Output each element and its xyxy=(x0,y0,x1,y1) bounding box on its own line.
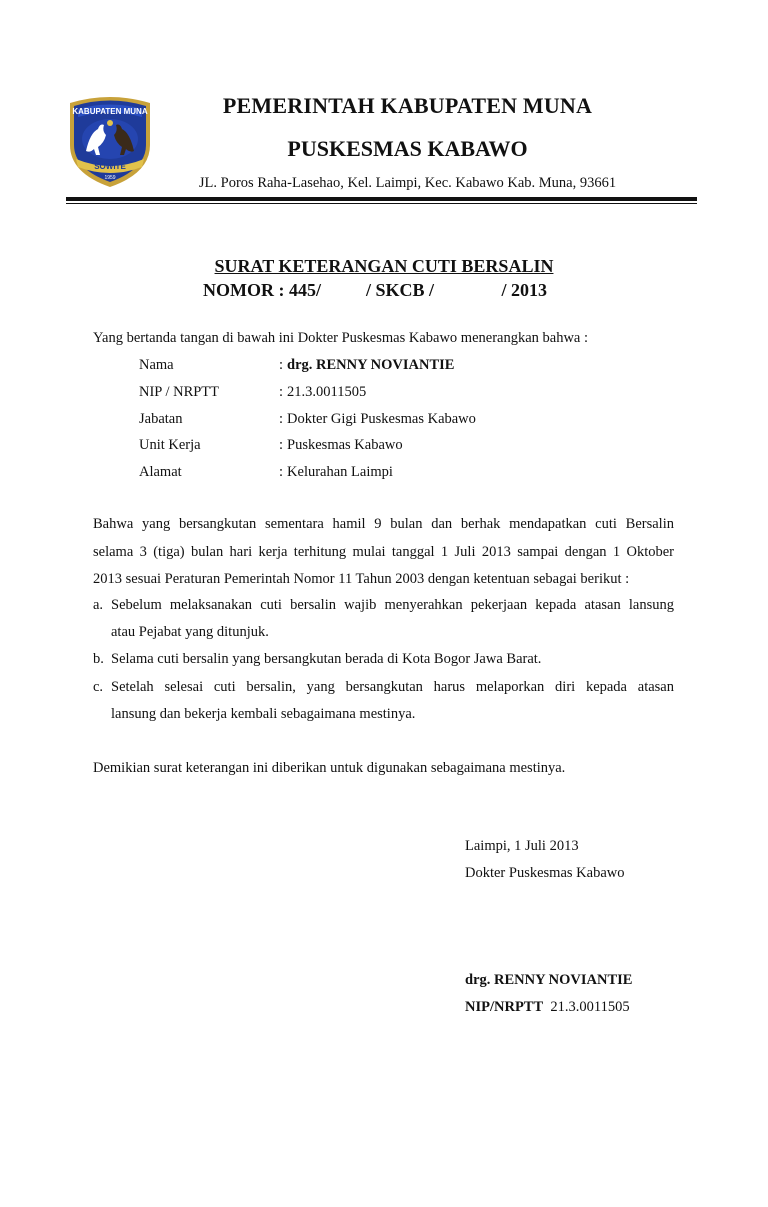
svg-text:KABUPATEN MUNA: KABUPATEN MUNA xyxy=(72,107,148,116)
field-value-nama: : drg. RENNY NOVIANTIE xyxy=(279,357,455,373)
list-item xyxy=(0,651,768,671)
list-item-text: Setelah selesai cuti bersalin, yang bersangkutan harus melaporkan diri kepada atasan xyxy=(111,679,674,695)
government-heading: PEMERINTAH KABUPATEN MUNA xyxy=(222,93,593,118)
header-divider-thin xyxy=(66,203,697,204)
intro-text: Yang bertanda tangan di bawah ini Dokter Puskesmas Kabawo menerangkan bahwa : xyxy=(93,330,589,346)
svg-text:1959: 1959 xyxy=(104,175,116,181)
closing-text: Demikian surat keterangan ini diberikan untuk digunakan sebagaimana mestinya. xyxy=(93,760,566,776)
field-label-unit-kerja: Unit Kerja xyxy=(139,437,201,453)
signatory-name: drg. RENNY NOVIANTIE xyxy=(465,972,633,988)
list-item-continuation xyxy=(0,624,768,644)
header-divider-thick xyxy=(66,197,697,201)
signature-position: Dokter Puskesmas Kabawo xyxy=(465,865,625,881)
list-item-text: lansung dan bekerja kembali sebagaimana mestinya. xyxy=(111,706,416,722)
field-label-jabatan: Jabatan xyxy=(139,411,183,427)
list-item-text: Selama cuti bersalin yang bersangkutan berada di Kota Bogor Jawa Barat. xyxy=(111,651,542,667)
list-item-text: atau Pejabat yang ditunjuk. xyxy=(111,624,269,640)
list-item xyxy=(0,597,768,617)
field-value-alamat: : Kelurahan Laimpi xyxy=(279,464,393,480)
svg-text:SOWITE: SOWITE xyxy=(94,162,126,171)
field-value-jabatan: : Dokter Gigi Puskesmas Kabawo xyxy=(279,411,476,427)
signature-place-date: Laimpi, 1 Juli 2013 xyxy=(465,838,579,854)
body-line: Bahwa yang bersangkutan sementara hamil 9 bulan dan berhak mendapatkan cuti Bersalin xyxy=(93,516,674,532)
field-label-alamat: Alamat xyxy=(139,464,182,480)
field-label-nama: Nama xyxy=(139,357,174,373)
signatory-nip: NIP/NRPTT 21.3.0011505 xyxy=(465,999,630,1015)
list-item-marker: c. xyxy=(93,679,104,695)
list-item xyxy=(0,679,768,699)
list-item-marker: a. xyxy=(93,597,104,613)
field-value-nip: : 21.3.0011505 xyxy=(279,384,367,400)
list-item-marker: b. xyxy=(93,651,104,667)
institution-address: JL. Poros Raha-Lasehao, Kel. Laimpi, Kec. Kabawo Kab. Muna, 93661 xyxy=(198,175,617,191)
body-line: selama 3 (tiga) bulan hari kerja terhitung mulai tanggal 1 Juli 2013 sampai dengan 1 Oktober xyxy=(93,544,674,560)
kabupaten-muna-emblem xyxy=(64,93,156,189)
institution-heading: PUSKESMAS KABAWO xyxy=(287,136,528,161)
list-item-continuation xyxy=(0,706,768,726)
letter-title: SURAT KETERANGAN CUTI BERSALIN xyxy=(214,256,554,276)
letter-number: NOMOR : 445/ / SKCB / / 2013 xyxy=(203,280,548,300)
body-line: 2013 sesuai Peraturan Pemerintah Nomor 11 Tahun 2003 dengan ketentuan sebagai berikut : xyxy=(93,571,630,587)
list-item-text: Sebelum melaksanakan cuti bersalin wajib menyerahkan pekerjaan kepada atasan lansung xyxy=(111,597,674,613)
field-value-unit-kerja: : Puskesmas Kabawo xyxy=(279,437,403,453)
field-label-nip: NIP / NRPTT xyxy=(139,384,220,400)
